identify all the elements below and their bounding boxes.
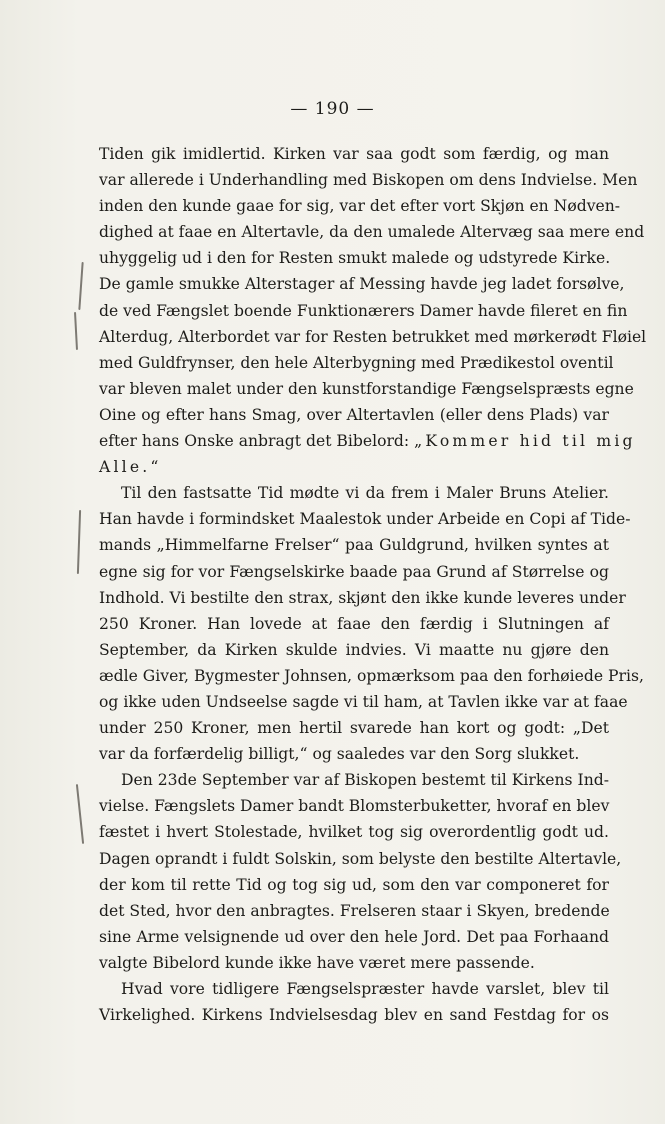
text-line: Tiden gik imidlertid. Kirken var saa godt som færdig, og man: [99, 145, 609, 163]
text-line: og ikke uden Undseelse sagde vi til ham, at Tavlen ikke var at faae: [99, 692, 628, 711]
text-line: Virkelighed. Kirkens Indvielsesdag blev en sand Festdag for os: [99, 1006, 609, 1025]
text-line: valgte Bibelord kunde ikke have været mere passende.: [99, 953, 535, 972]
text-line: Oine og efter hans Smag, over Altertavlen (eller dens Plads) var: [99, 405, 609, 424]
text-line: der kom til rette Tid og tog sig ud, som den var componeret for: [99, 875, 609, 894]
text-line: mands „Himmelfarne Frelser“ paa Guldgrund, hvilken syntes at: [99, 536, 609, 555]
text-line: Han havde i formindsket Maalestok under Arbeide en Copi af Tide-: [99, 510, 631, 529]
text-line: under 250 Kroner, men hertil svarede han kort og godt: „Det: [99, 719, 609, 738]
text-line: Alterdug, Alterbordet var for Resten betrukket med mørkerødt Fløiel: [99, 327, 647, 346]
text-line: uhyggelig ud i den for Resten smukt malede og udstyrede Kirke.: [99, 249, 611, 268]
margin-pencil-mark: [77, 510, 81, 574]
text-line: var da forfærdelig billigt,“ og saaledes var den Sorg slukket.: [99, 745, 580, 764]
text-line: med Guldfrynser, den hele Alterbygning med Prædikestol oventil: [99, 353, 614, 372]
text-line: Den 23de September var af Biskopen bestemt til Kirkens Ind-: [121, 771, 609, 790]
text-line: vielse. Fængslets Damer bandt Blomsterbuketter, hvoraf en blev: [99, 797, 610, 816]
text-line: dighed at faae en Altertavle, da den umalede Altervæg saa mere end: [99, 223, 645, 242]
text-line: inden den kunde gaae for sig, var det efter vort Skjøn en Nødven-: [99, 197, 621, 216]
text-line: [99, 428, 636, 454]
margin-pencil-mark: [74, 312, 78, 350]
text-line: De gamle smukke Alterstager af Messing havde jeg ladet forsølve,: [99, 275, 625, 294]
text-line: egne sig for vor Fængselskirke baade paa Grund af Størrelse og: [99, 562, 609, 581]
body-text: [99, 141, 647, 1028]
paragraph-1: [99, 141, 647, 480]
text-line: 250 Kroner. Han lovede at faae den færdig i Slutningen af: [99, 614, 609, 633]
paragraph-4: [99, 976, 609, 1028]
text-line: September, da Kirken skulde indvies. Vi maatte nu gjøre den: [99, 640, 609, 659]
page-number: — 190 —: [290, 99, 375, 119]
text-line: det Sted, hvor den anbragtes. Frelseren staar i Skyen, bredende: [99, 901, 610, 920]
text-line: var allerede i Underhandling med Biskopen om dens Indvielse. Men: [99, 171, 638, 190]
text-line: de ved Fængslet boende Funktionærers Damer havde fileret en fin: [99, 301, 628, 320]
paragraph-3: [99, 767, 622, 976]
margin-pencil-mark: [76, 784, 84, 844]
text-line: sine Arme velsignende ud over den hele Jord. Det paa Forhaand: [99, 927, 609, 946]
text-line: Til den fastsatte Tid mødte vi da frem i Maler Bruns Atelier.: [121, 484, 609, 503]
text-line: Alle.“: [99, 458, 162, 477]
bible-quote: „Kommer hid til mig: [414, 432, 636, 451]
text-line: ædle Giver, Bygmester Johnsen, opmærksom paa den forhøiede Pris,: [99, 666, 644, 685]
text-line: Dagen oprandt i fuldt Solskin, som belyste den bestilte Altertavle,: [99, 849, 622, 868]
text-line: Indhold. Vi bestilte den strax, skjønt den ikke kunde leveres under: [99, 588, 626, 607]
text-line-start: efter hans Onske anbragt det Bibelord:: [99, 432, 415, 451]
paragraph-2: [99, 480, 644, 767]
margin-pencil-mark: [78, 262, 83, 310]
text-line: var bleven malet under den kunstforstandige Fængselspræsts egne: [99, 379, 634, 398]
text-line: fæstet i hvert Stolestade, hvilket tog sig overordentlig godt ud.: [99, 823, 609, 842]
text-line: Hvad vore tidligere Fængselspræster havde varslet, blev til: [121, 980, 609, 998]
